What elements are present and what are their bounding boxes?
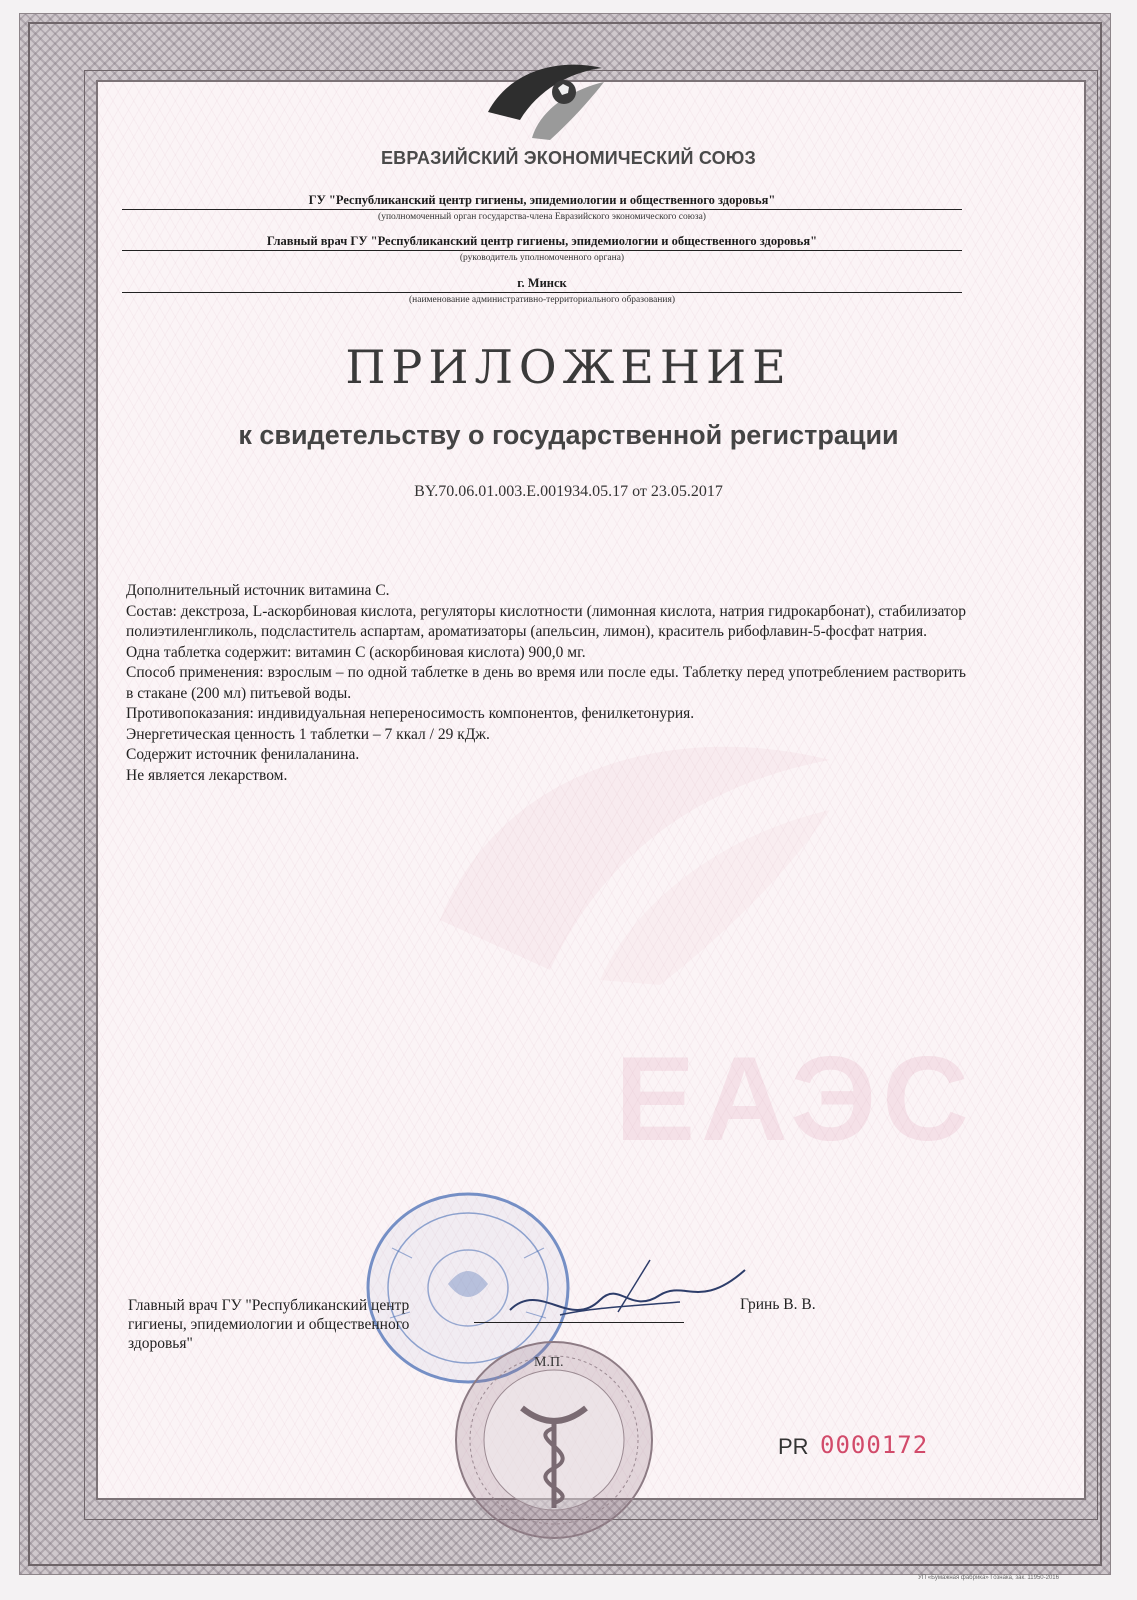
city-caption: (наименование административно-территориального образования) xyxy=(408,295,675,305)
body-line-3: Одна таблетка содержит: витамин С (аскорбиновая кислота) 900,0 мг. xyxy=(126,643,586,661)
body-line-2: Состав: декстроза, L-аскорбиновая кислота, регуляторы кислотности (лимонная кислота, натрия гидрокарбонат), стабилизатор полиэтиленгликоль, подсластитель аспартам, ароматизаторы (апельсин, лимон), краситель рибофлавин-5-фосфат натрия. xyxy=(126,602,966,640)
body-line-7: Содержит источник фенилаланина. xyxy=(126,746,360,763)
signatory-name: Гринь В. В. xyxy=(740,1296,816,1313)
head-field: Главный врач ГУ "Республиканский центр гигиены, эпидемиологии и общественного здоровья" xyxy=(122,234,962,251)
body-line-5: Противопоказания: индивидуальная непереносимость компонентов, фенилкетонурия. xyxy=(126,705,695,722)
registration-number: BY.70.06.01.003.E.001934.05.17 от 23.05.2017 xyxy=(414,483,723,500)
body-line-4: Способ применения: взрослым – по одной таблетке в день во время или после еды. Таблетку перед употреблением растворить в стакане (200 мл) питьевой воды. xyxy=(126,664,966,702)
union-title: ЕВРАЗИЙСКИЙ ЭКОНОМИЧЕСКИЙ СОЮЗ xyxy=(380,148,757,168)
signatory-title: Главный врач ГУ "Республиканский центр гигиены, эпидемиологии и общественного здоровья" xyxy=(128,1297,410,1352)
product-description xyxy=(126,581,966,786)
body-line-6: Энергетическая ценность 1 таблетки – 7 ккал / 29 кДж. xyxy=(126,725,490,743)
printer-note: УП «Бумажная фабрика» Гознака, зак. 11950-2016 xyxy=(918,1575,1059,1581)
serial-prefix: PR xyxy=(778,1434,809,1459)
signature-line xyxy=(474,1322,684,1323)
stamp-place-label: М.П. xyxy=(534,1355,564,1370)
document-title: ПРИЛОЖЕНИЕ xyxy=(345,340,792,394)
document-subtitle: к свидетельству о государственной регистрации xyxy=(238,420,899,450)
head-caption: (руководитель уполномоченного органа) xyxy=(459,253,625,263)
body-line-8: Не является лекарством. xyxy=(126,766,288,784)
serial-number: 0000172 xyxy=(820,1431,929,1459)
city-field: г. Минск xyxy=(122,276,962,293)
eaeu-watermark: ЕАЭС xyxy=(615,1032,975,1166)
authority-field: ГУ "Республиканский центр гигиены, эпидемиологии и общественного здоровья" xyxy=(122,193,962,210)
body-line-1: Дополнительный источник витамина С. xyxy=(126,582,390,599)
signature-icon xyxy=(500,1240,760,1340)
authority-caption: (уполномоченный орган государства-члена Евразийского экономического союза) xyxy=(378,212,706,222)
eaeu-logo-icon xyxy=(480,50,610,142)
